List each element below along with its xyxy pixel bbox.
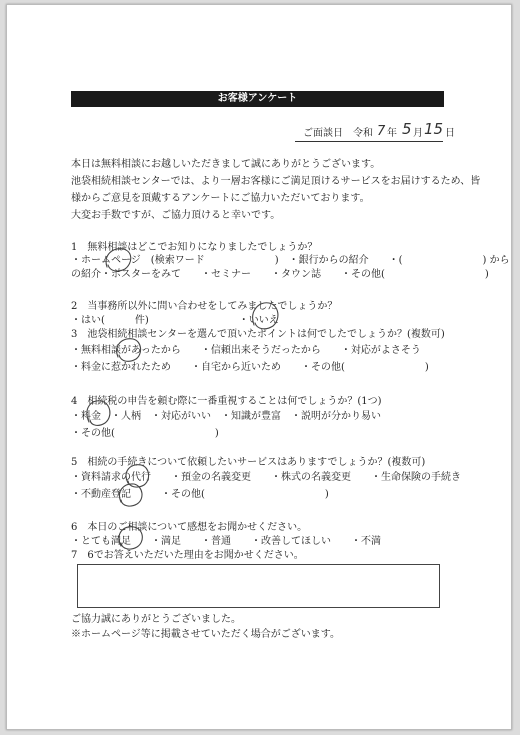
- intro-line-3: 様からご意見を頂戴するアンケートにご協力いただいております。: [71, 193, 370, 204]
- q1-question: 1 無料相談はどこでお知りになりましたでしょうか？: [71, 242, 318, 253]
- pen-marks: [7, 5, 511, 729]
- q6-circle-mark: [119, 527, 142, 549]
- q5-options-line-2: ・不動産登記 ・その他( ): [71, 489, 329, 500]
- date-year-unit: 年: [387, 128, 397, 139]
- q4-circle-mark: [87, 401, 110, 426]
- intro-line-1: 本日は無料相談にお越しいただきまして誠にありがとうございます。: [71, 159, 381, 170]
- q4-question: 4 相続税の申告を頼む際に一番重視することは何でしょうか？(1つ): [71, 396, 382, 407]
- q1-options-line-1: ・ホームページ (検索ワード ) ・銀行からの紹介 ・( ) から: [71, 255, 510, 266]
- survey-page: [6, 4, 512, 730]
- intro-line-4: 大変お手数ですが、ご協力頂けると幸いです。: [71, 210, 281, 221]
- closing-note: ※ホームページ等に掲載させていただく場合がございます。: [71, 629, 340, 640]
- q1-circle-mark: [106, 249, 131, 271]
- date-month-unit: 月: [413, 128, 423, 139]
- q3-options-line-2: ・料金に惹かれたため ・自宅から近いため ・その他( ): [71, 362, 429, 373]
- date-day: 15: [424, 120, 444, 138]
- q6-options-line-1: ・とても満足 ・満足 ・普通 ・改善してほしい ・不満: [71, 536, 381, 547]
- q7-question: 7 6でお答えいただいた理由をお聞かせください。: [71, 550, 304, 561]
- q6-question: 6 本日のご相談について感想をお聞かせください。: [71, 522, 308, 533]
- q1-options-line-2: の紹介・ポスターをみて ・セミナー ・タウン誌 ・その他( ): [71, 269, 489, 280]
- date-day-unit: 日: [445, 128, 455, 139]
- q5-question: 5 相続の手続きについて依頼したいサービスはありますでしょうか？(複数可): [71, 457, 426, 468]
- date-label: ご面談日: [303, 128, 343, 139]
- q2-question: 2 当事務所以外に問い合わせをしてみましたでしょうか？: [71, 301, 338, 312]
- q2-options-line-1: ・はい( 件) ・いいえ: [71, 315, 279, 326]
- date-era: 令和: [353, 128, 373, 139]
- q4-options-line-1: ・料金 ・人柄 ・対応がいい ・知識が豊富 ・説明が分かり易い: [71, 411, 381, 422]
- date-month: 5: [402, 120, 412, 138]
- q2-circle-mark: [253, 303, 278, 329]
- q3-question: 3 池袋相続相談センターを選んで頂いたポイントは何でしたでしょうか？(複数可): [71, 329, 445, 340]
- intro-line-2: 池袋相続相談センターでは、より一層お客様にご満足頂けるサービスをお届けするため、皆: [71, 176, 481, 187]
- survey-title: お客様アンケート: [71, 91, 444, 107]
- date-year: 7: [377, 124, 386, 139]
- q5-options-line-1: ・資料請求の代行 ・預金の名義変更 ・株式の名義変更 ・生命保険の手続き: [71, 472, 461, 483]
- q3-circle-mark: [117, 339, 141, 362]
- closing-thanks: ご協力誠にありがとうございました。: [71, 614, 241, 625]
- q4-options-line-2: ・その他( ): [71, 428, 219, 439]
- q3-options-line-1: ・無料相談があったから ・信頼出来そうだったから ・対応がよさそう: [71, 345, 421, 356]
